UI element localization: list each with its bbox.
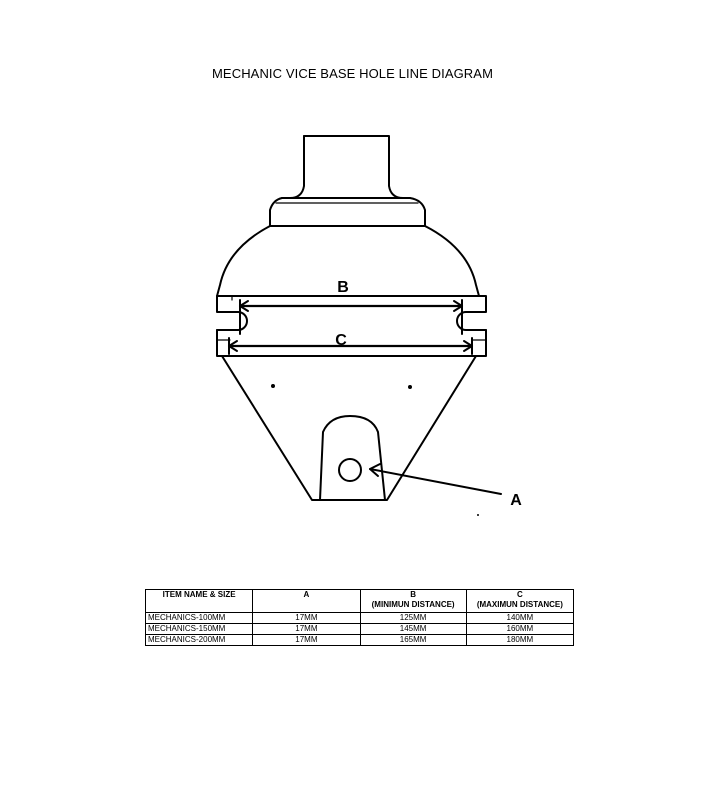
table-row (146, 635, 574, 646)
dimension-a-leader (370, 464, 501, 516)
dimension-b (240, 300, 462, 334)
mounting-hole (339, 459, 361, 481)
cell-a: 17MM (253, 613, 360, 624)
vice-cone (222, 356, 476, 500)
cell-a: 17MM (253, 635, 360, 646)
cell-item-name: MECHANICS-100MM (146, 613, 253, 624)
header-b: B (MINIMUN DISTANCE) (360, 590, 466, 613)
cell-c: 160MM (466, 624, 573, 635)
table-header-row (146, 590, 574, 613)
page-title: MECHANIC VICE BASE HOLE LINE DIAGRAM (212, 66, 493, 81)
label-a: A (510, 492, 522, 509)
spec-table (145, 589, 574, 646)
cell-c: 140MM (466, 613, 573, 624)
label-b: B (337, 279, 349, 296)
dimension-c (229, 338, 472, 354)
mounting-lug (320, 416, 385, 500)
header-item-name: ITEM NAME & SIZE (146, 590, 253, 613)
cell-b: 165MM (360, 635, 466, 646)
cell-item-name: MECHANICS-200MM (146, 635, 253, 646)
upper-flange (217, 296, 486, 330)
cell-b: 145MM (360, 624, 466, 635)
vice-column (282, 136, 410, 198)
cell-item-name: MECHANICS-150MM (146, 624, 253, 635)
cell-c: 180MM (466, 635, 573, 646)
header-c: C (MAXIMUN DISTANCE) (466, 590, 573, 613)
cell-b: 125MM (360, 613, 466, 624)
table-row (146, 613, 574, 624)
cell-a: 17MM (253, 624, 360, 635)
vice-collar (270, 198, 425, 226)
lower-flange (217, 330, 486, 356)
table-row (146, 624, 574, 635)
label-c: C (335, 332, 347, 349)
header-a: A (253, 590, 360, 613)
